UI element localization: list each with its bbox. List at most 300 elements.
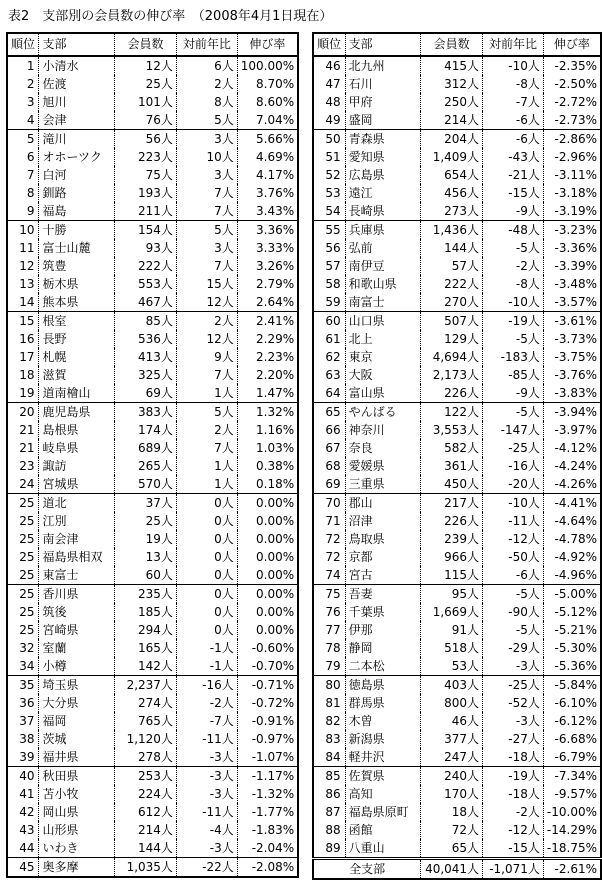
members-cell: 18人	[421, 803, 483, 821]
yoy-cell: 2人	[176, 312, 237, 331]
rate-cell: -3.39%	[543, 257, 601, 275]
rate-cell: -4.26%	[543, 475, 601, 494]
members-cell: 966人	[421, 548, 483, 566]
branch-cell: 江別	[39, 512, 115, 530]
rate-cell: -3.18%	[543, 184, 601, 202]
members-cell: 170人	[421, 785, 483, 803]
rank-cell: 14	[19, 295, 35, 309]
yoy-cell: -2人	[176, 694, 237, 712]
rate-cell: -0.70%	[237, 657, 298, 676]
table-row	[7, 530, 298, 548]
rate-cell: -4.78%	[543, 530, 601, 548]
members-cell: 403人	[421, 676, 483, 695]
members-cell: 37人	[115, 494, 177, 513]
rank-cell: 19	[19, 386, 35, 400]
branch-cell: 甲府	[345, 93, 421, 111]
branch-cell: 盛岡	[345, 111, 421, 130]
table-body-right	[313, 56, 601, 859]
table-row	[313, 75, 601, 93]
rate-cell: -1.83%	[237, 821, 298, 839]
yoy-cell: 6人	[176, 56, 237, 75]
rate-cell: -5.00%	[543, 585, 601, 604]
branch-cell: 東富士	[39, 566, 115, 585]
table-row	[7, 712, 298, 730]
rank-cell: 64	[325, 386, 341, 400]
branch-cell: 北九州	[345, 56, 421, 75]
rate-cell: -3.97%	[543, 421, 601, 439]
rank-cell: 82	[325, 714, 341, 728]
members-cell: 1,669人	[421, 603, 483, 621]
yoy-cell: -1人	[176, 657, 237, 676]
members-cell: 582人	[421, 439, 483, 457]
table-row	[313, 566, 601, 585]
members-cell: 214人	[421, 111, 483, 130]
table-row	[7, 221, 298, 240]
table-row	[7, 111, 298, 130]
table-row	[7, 603, 298, 621]
yoy-cell: -20人	[483, 475, 544, 494]
yoy-cell: -16人	[176, 676, 237, 695]
members-cell: 72人	[421, 821, 483, 839]
yoy-cell: -3人	[176, 785, 237, 803]
rate-cell: 2.20%	[237, 366, 298, 384]
col-header-rate: 伸び率	[237, 33, 298, 56]
rank-cell: 58	[325, 277, 341, 291]
rate-cell: -1.17%	[237, 767, 298, 786]
table-row	[7, 148, 298, 166]
rank-cell: 72	[325, 550, 341, 564]
rank-cell: 70	[313, 494, 345, 513]
table-row	[313, 530, 601, 548]
rate-cell: -1.32%	[237, 785, 298, 803]
yoy-cell: -3人	[483, 657, 544, 676]
yoy-cell: -8人	[483, 275, 544, 293]
yoy-cell: -1人	[176, 639, 237, 657]
branch-cell: 鹿児島県	[39, 403, 115, 422]
yoy-cell: 3人	[176, 166, 237, 184]
rank-cell: 75	[313, 585, 345, 604]
rate-cell: 2.23%	[237, 348, 298, 366]
branch-cell: 大分県	[39, 694, 115, 712]
yoy-cell: -10人	[483, 494, 544, 513]
members-cell: 467人	[115, 293, 177, 312]
members-cell: 325人	[115, 366, 177, 384]
members-cell: 570人	[115, 475, 177, 494]
rank-cell: 25	[19, 514, 35, 528]
rank-cell: 85	[313, 767, 345, 786]
members-cell: 654人	[421, 166, 483, 184]
rate-cell: 0.00%	[237, 585, 298, 604]
table-row	[7, 566, 298, 585]
table-row	[7, 293, 298, 312]
members-cell: 226人	[421, 384, 483, 403]
branch-cell: 筑豊	[39, 257, 115, 275]
rate-cell: 4.69%	[237, 148, 298, 166]
members-cell: 101人	[115, 93, 177, 111]
col-header-yoy: 対前年比	[483, 33, 544, 56]
table-row	[7, 585, 298, 604]
table-row	[7, 257, 298, 275]
rank-cell: 36	[19, 696, 35, 710]
branch-cell: 岡山県	[39, 803, 115, 821]
rate-cell: -2.50%	[543, 75, 601, 93]
rate-cell: -3.48%	[543, 275, 601, 293]
yoy-cell: -19人	[483, 312, 544, 331]
yoy-cell: -43人	[483, 148, 544, 166]
rank-cell: 49	[325, 113, 341, 127]
rank-cell: 25	[19, 568, 35, 582]
members-cell: 4,694人	[421, 348, 483, 366]
table-row	[313, 767, 601, 786]
rank-cell: 25	[19, 532, 35, 546]
members-cell: 377人	[421, 730, 483, 748]
branch-cell: 弘前	[345, 239, 421, 257]
members-cell: 25人	[115, 75, 177, 93]
branch-cell: 南会津	[39, 530, 115, 548]
rate-cell: -3.11%	[543, 166, 601, 184]
members-cell: 222人	[115, 257, 177, 275]
branch-cell: 佐渡	[39, 75, 115, 93]
yoy-cell: -183人	[483, 348, 544, 366]
rank-cell: 55	[313, 221, 345, 240]
rate-cell: -0.91%	[237, 712, 298, 730]
rate-cell: -3.83%	[543, 384, 601, 403]
yoy-cell: 9人	[176, 348, 237, 366]
rank-cell: 25	[7, 494, 39, 513]
rank-cell: 42	[19, 805, 35, 819]
rank-cell: 76	[325, 605, 341, 619]
yoy-cell: -19人	[483, 767, 544, 786]
yoy-cell: 8人	[176, 93, 237, 111]
rate-cell: 0.00%	[237, 603, 298, 621]
rank-cell: 53	[325, 186, 341, 200]
rate-cell: 2.79%	[237, 275, 298, 293]
members-cell: 312人	[421, 75, 483, 93]
members-cell: 612人	[115, 803, 177, 821]
table-row	[313, 130, 601, 149]
col-header-rank: 順位	[313, 33, 345, 56]
rate-cell: 2.41%	[237, 312, 298, 331]
branch-cell: 吾妻	[345, 585, 421, 604]
branch-cell: 三重県	[345, 475, 421, 494]
table-row	[313, 803, 601, 821]
table-row	[313, 621, 601, 639]
branch-cell: 滝川	[39, 130, 115, 149]
table-row	[7, 821, 298, 839]
rank-cell: 21	[19, 423, 35, 437]
table-row	[313, 366, 601, 384]
branch-cell: やんばる	[345, 403, 421, 422]
table-row	[7, 457, 298, 475]
members-cell: 278人	[115, 748, 177, 767]
members-cell: 185人	[115, 603, 177, 621]
rank-cell: 48	[325, 95, 341, 109]
yoy-cell: 15人	[176, 275, 237, 293]
yoy-cell: -6人	[483, 130, 544, 149]
rank-cell: 7	[26, 168, 35, 182]
rate-cell: -18.75%	[543, 839, 601, 859]
members-cell: 247人	[421, 748, 483, 767]
branch-cell: 室蘭	[39, 639, 115, 657]
tables-container	[0, 24, 602, 880]
rate-cell: -4.12%	[543, 439, 601, 457]
members-cell: 689人	[115, 439, 177, 457]
table-row	[313, 785, 601, 803]
rank-cell: 84	[325, 750, 341, 764]
members-cell: 2,173人	[421, 366, 483, 384]
yoy-cell: -7人	[176, 712, 237, 730]
table-row	[313, 239, 601, 257]
table-row	[313, 111, 601, 130]
rate-cell: 100.00%	[237, 56, 298, 75]
branch-cell: 広島県	[345, 166, 421, 184]
yoy-cell: 0人	[176, 530, 237, 548]
header-row	[7, 33, 298, 56]
rank-cell: 72	[325, 532, 341, 546]
members-cell: 57人	[421, 257, 483, 275]
yoy-cell: -3人	[176, 839, 237, 858]
yoy-cell: 0人	[176, 512, 237, 530]
yoy-cell: 7人	[176, 257, 237, 275]
members-cell: 19人	[115, 530, 177, 548]
members-cell: 222人	[421, 275, 483, 293]
rank-cell: 24	[19, 477, 35, 491]
col-header-rate: 伸び率	[543, 33, 601, 56]
table-row	[313, 639, 601, 657]
branch-cell: 新潟県	[345, 730, 421, 748]
members-cell: 53人	[421, 657, 483, 676]
rate-cell: 3.26%	[237, 257, 298, 275]
yoy-cell: -15人	[483, 184, 544, 202]
yoy-cell: -90人	[483, 603, 544, 621]
yoy-cell: 10人	[176, 148, 237, 166]
members-cell: 93人	[115, 239, 177, 257]
rank-cell: 21	[19, 441, 35, 455]
yoy-cell: 0人	[176, 566, 237, 585]
rate-cell: -0.97%	[237, 730, 298, 748]
table-row	[313, 348, 601, 366]
yoy-cell: 1人	[176, 457, 237, 475]
members-cell: 56人	[115, 130, 177, 149]
branch-cell: 静岡	[345, 639, 421, 657]
rate-cell: 0.00%	[237, 566, 298, 585]
table-row	[313, 312, 601, 331]
rank-cell: 81	[325, 696, 341, 710]
yoy-cell: -7人	[483, 93, 544, 111]
table-row	[7, 839, 298, 858]
yoy-cell: 1人	[176, 384, 237, 403]
table-row	[7, 93, 298, 111]
table-row	[7, 676, 298, 695]
rank-cell: 9	[26, 204, 35, 218]
table-row	[7, 639, 298, 657]
yoy-cell: 12人	[176, 330, 237, 348]
branch-cell: 諏訪	[39, 457, 115, 475]
rank-cell: 78	[325, 641, 341, 655]
yoy-cell: 3人	[176, 239, 237, 257]
table-row	[313, 512, 601, 530]
branch-cell: 木曽	[345, 712, 421, 730]
rank-cell: 44	[19, 841, 35, 855]
yoy-cell: -10人	[483, 56, 544, 75]
rate-cell: 3.43%	[237, 202, 298, 221]
col-header-rank: 順位	[7, 33, 39, 56]
yoy-cell: -10人	[483, 293, 544, 312]
rate-cell: -4.92%	[543, 548, 601, 566]
rank-cell: 41	[19, 787, 35, 801]
members-cell: 129人	[421, 330, 483, 348]
rank-cell: 39	[19, 750, 35, 764]
members-cell: 1,409人	[421, 148, 483, 166]
members-cell: 154人	[115, 221, 177, 240]
yoy-cell: 5人	[176, 111, 237, 130]
members-cell: 174人	[115, 421, 177, 439]
rank-cell: 60	[313, 312, 345, 331]
members-cell: 456人	[421, 184, 483, 202]
branch-cell: 会津	[39, 111, 115, 130]
members-cell: 553人	[115, 275, 177, 293]
rank-cell: 46	[325, 59, 341, 73]
members-cell: 122人	[421, 403, 483, 422]
rank-cell: 16	[19, 332, 35, 346]
branch-cell: 宮古	[345, 566, 421, 585]
yoy-cell: -6人	[483, 111, 544, 130]
branch-cell: 神奈川	[345, 421, 421, 439]
members-cell: 85人	[115, 312, 177, 331]
branch-cell: 和歌山県	[345, 275, 421, 293]
table-row	[313, 585, 601, 604]
branch-cell: 青森県	[345, 130, 421, 149]
rate-cell: 1.16%	[237, 421, 298, 439]
branch-cell: 長野	[39, 330, 115, 348]
rank-cell: 88	[325, 823, 341, 837]
members-cell: 250人	[421, 93, 483, 111]
table-row	[7, 657, 298, 676]
members-cell: 12人	[115, 56, 177, 75]
members-cell: 224人	[115, 785, 177, 803]
members-cell: 253人	[115, 767, 177, 786]
table-row	[313, 384, 601, 403]
rank-cell: 20	[7, 403, 39, 422]
rank-cell: 13	[19, 277, 35, 291]
rate-cell: -5.21%	[543, 621, 601, 639]
table-row	[7, 494, 298, 513]
table-row	[7, 275, 298, 293]
branch-cell: 長崎県	[345, 202, 421, 221]
members-cell: 2,237人	[115, 676, 177, 695]
yoy-cell: -16人	[483, 457, 544, 475]
table-row	[7, 330, 298, 348]
yoy-cell: -11人	[483, 512, 544, 530]
table-row	[7, 803, 298, 821]
table-row	[313, 821, 601, 839]
members-cell: 65人	[421, 839, 483, 859]
rate-cell: -2.96%	[543, 148, 601, 166]
branch-cell: 南富士	[345, 293, 421, 312]
rank-cell: 71	[325, 514, 341, 528]
branch-cell: 札幌	[39, 348, 115, 366]
table-header-left	[7, 33, 298, 56]
rank-cell: 65	[313, 403, 345, 422]
members-cell: 361人	[421, 457, 483, 475]
rate-cell: -6.10%	[543, 694, 601, 712]
rank-cell: 51	[325, 150, 341, 164]
rate-cell: 2.29%	[237, 330, 298, 348]
yoy-cell: -5人	[483, 239, 544, 257]
rate-cell: -3.94%	[543, 403, 601, 422]
yoy-cell: 0人	[176, 548, 237, 566]
rate-cell: -5.36%	[543, 657, 601, 676]
rate-cell: 0.00%	[237, 494, 298, 513]
yoy-cell: -5人	[483, 585, 544, 604]
rank-cell: 68	[325, 459, 341, 473]
table-row	[313, 257, 601, 275]
members-cell: 240人	[421, 767, 483, 786]
table-row	[313, 184, 601, 202]
table-row	[313, 293, 601, 312]
rank-cell: 38	[19, 732, 35, 746]
branch-cell: 道北	[39, 494, 115, 513]
table-row	[313, 93, 601, 111]
rate-cell: -2.72%	[543, 93, 601, 111]
branch-cell: 福井県	[39, 748, 115, 767]
total-members-cell: 40,041人	[421, 859, 483, 880]
branch-cell: 富士山麓	[39, 239, 115, 257]
rank-cell: 1	[26, 59, 35, 73]
table-row	[7, 439, 298, 457]
members-cell: 1,436人	[421, 221, 483, 240]
rate-cell: -3.61%	[543, 312, 601, 331]
rank-cell: 79	[325, 659, 341, 673]
yoy-cell: -50人	[483, 548, 544, 566]
rank-cell: 57	[325, 259, 341, 273]
table-row	[7, 75, 298, 93]
branch-cell: 群馬県	[345, 694, 421, 712]
yoy-cell: -9人	[483, 202, 544, 221]
branch-cell: 秋田県	[39, 767, 115, 786]
branch-cell: 旭川	[39, 93, 115, 111]
table-row	[7, 384, 298, 403]
rate-cell: -3.76%	[543, 366, 601, 384]
yoy-cell: -5人	[483, 330, 544, 348]
yoy-cell: -8人	[483, 75, 544, 93]
rank-cell: 45	[7, 858, 39, 878]
rate-cell: -4.24%	[543, 457, 601, 475]
yoy-cell: -25人	[483, 676, 544, 695]
table-row	[313, 202, 601, 221]
members-cell: 25人	[115, 512, 177, 530]
rank-cell: 43	[19, 823, 35, 837]
table-row	[313, 839, 601, 859]
yoy-cell: -12人	[483, 821, 544, 839]
branch-cell: 奥多摩	[39, 858, 115, 878]
branch-cell: 富山県	[345, 384, 421, 403]
branch-cell: 石川	[345, 75, 421, 93]
yoy-cell: -4人	[176, 821, 237, 839]
yoy-cell: -15人	[483, 839, 544, 859]
rate-cell: -3.75%	[543, 348, 601, 366]
rate-cell: -6.68%	[543, 730, 601, 748]
yoy-cell: 2人	[176, 75, 237, 93]
table-row	[7, 56, 298, 75]
rate-cell: -14.29%	[543, 821, 601, 839]
rank-cell: 59	[325, 295, 341, 309]
branch-cell: 奈良	[345, 439, 421, 457]
branch-cell: 愛知県	[345, 148, 421, 166]
rank-cell: 18	[19, 368, 35, 382]
table-row	[7, 767, 298, 786]
branch-cell: 二本松	[345, 657, 421, 676]
